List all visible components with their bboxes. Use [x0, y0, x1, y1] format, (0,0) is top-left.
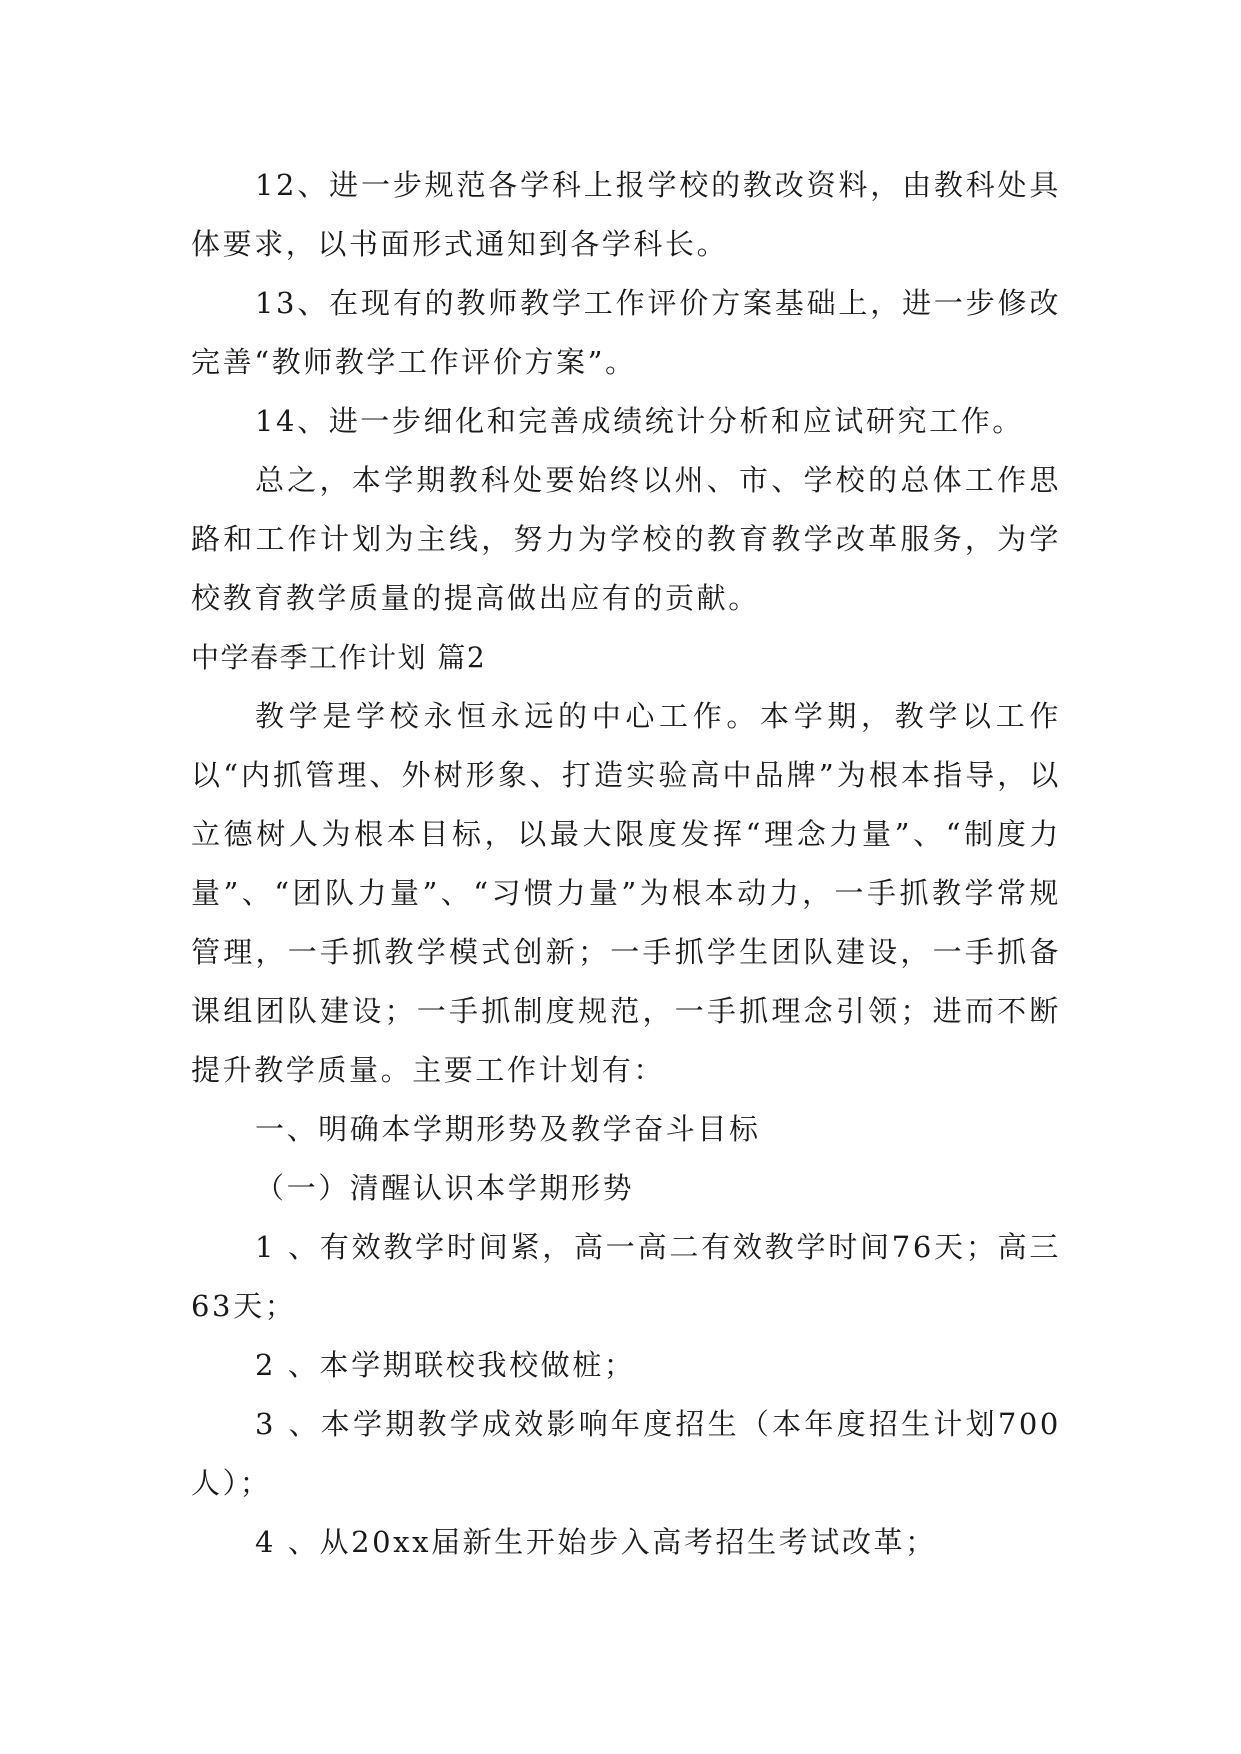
- list-item-2: 2 、本学期联校我校做桩；: [255, 1348, 636, 1382]
- paragraph-item-14: 14、进一步细化和完善成绩统计分析和应试研究工作。: [255, 404, 1024, 438]
- section-title: 中学春季工作计划 篇2: [191, 641, 487, 674]
- list-item-3: 3 、本学期教学成效影响年度招生（本年度招生计划700人）；: [191, 1407, 1061, 1500]
- document-body: [191, 156, 1061, 1572]
- paragraph-item-12: 12、进一步规范各学科上报学校的教改资料，由教科处具体要求，以书面形式通知到各学科长。: [191, 168, 1061, 261]
- heading-level-1: 一、明确本学期形势及教学奋斗目标: [255, 1112, 761, 1146]
- paragraph-summary: 总之，本学期教科处要始终以州、市、学校的总体工作思路和工作计划为主线，努力为学校的教育教学改革服务，为学校教育教学质量的提高做出应有的贡献。: [191, 463, 1061, 615]
- list-item-4: 4 、从20xx届新生开始步入高考招生考试改革；: [255, 1525, 937, 1559]
- list-item-1: 1 、有效教学时间紧，高一高二有效教学时间76天；高三63天；: [191, 1230, 1061, 1323]
- heading-level-2: （一）清醒认识本学期形势: [255, 1171, 635, 1205]
- paragraph-item-13: 13、在现有的教师教学工作评价方案基础上，进一步修改完善“教师教学工作评价方案”。: [191, 286, 1061, 379]
- paragraph-intro: 教学是学校永恒永远的中心工作。本学期，教学以工作以“内抓管理、外树形象、打造实验高中品牌”为根本指导，以立德树人为根本目标，以最大限度发挥“理念力量”、“制度力量”、“团队力量”、“习惯力量”为根本动力，一手抓教学常规管理，一手抓教学模式创新；一手抓学生团队建设，一手抓备课组团队建设；一手抓制度规范，一手抓理念引领；进而不断提升教学质量。主要工作计划有：: [191, 699, 1061, 1087]
